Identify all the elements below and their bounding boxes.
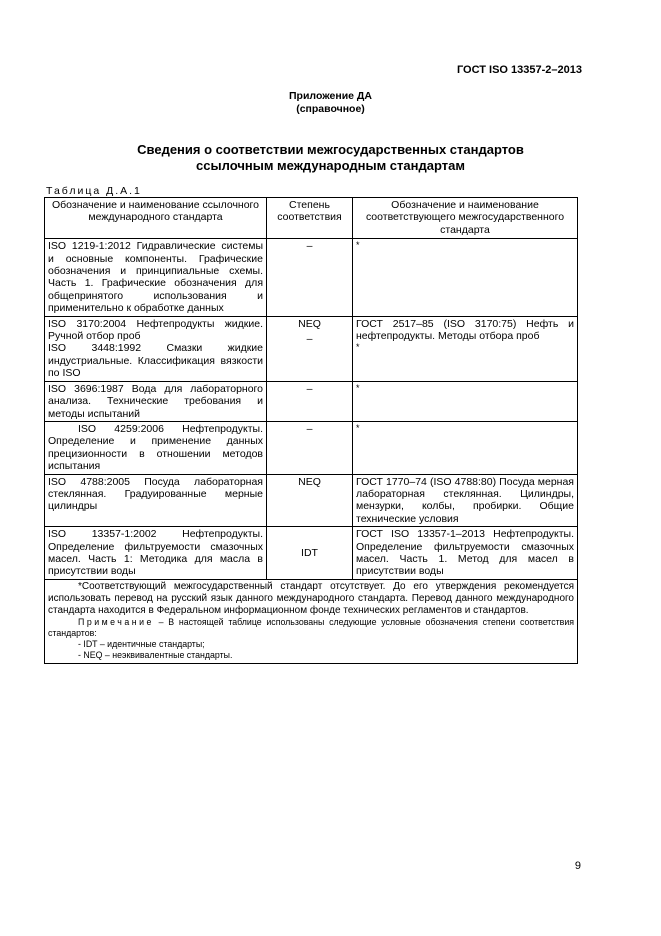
title-line-2: ссылочным международным стандартам bbox=[196, 158, 465, 173]
reference-standard-cell: ISO 4788:2005 Посуда лабораторная стеклянная. Градуированные мерные цилиндры bbox=[45, 474, 267, 527]
degree-cell: IDT bbox=[267, 527, 353, 580]
reference-standard-cell: ISO 3696:1987 Вода для лабораторного анализа. Технические требования и методы испытаний bbox=[45, 381, 267, 421]
column-header-interstate: Обозначение и наименование соответствующего межгосударственного стандарта bbox=[353, 198, 578, 239]
interstate-standard-cell: * bbox=[353, 421, 578, 474]
page-number: 9 bbox=[574, 860, 581, 872]
interstate-standard-cell: * bbox=[353, 381, 578, 421]
appendix-title: Приложение ДА bbox=[289, 90, 372, 102]
title-line-1: Сведения о соответствии межгосударственных стандартов bbox=[137, 142, 524, 157]
note-paragraph bbox=[48, 617, 574, 639]
reference-standard-cell bbox=[45, 316, 267, 381]
footnote-cell bbox=[45, 579, 578, 663]
degree-entry: NEQ bbox=[298, 317, 321, 330]
reference-standard-cell: ISO 13357-1:2002 Нефтепродукты. Определение фильтруемости смазочных масел. Часть 1: Методика для масла в присутствии воды bbox=[45, 527, 267, 580]
column-header-degree: Степень соответствия bbox=[267, 198, 353, 239]
note-item: - NEQ – неэквивалентные стандарты. bbox=[78, 649, 233, 660]
interstate-standard-cell: ГОСТ 1770–74 (ISO 4788:80) Посуда мерная лабораторная стеклянная. Цилиндры, мензурки, колбы, пробирки. Общие технические условия bbox=[353, 474, 578, 527]
interstate-standard-cell: ГОСТ ISO 13357-1–2013 Нефтепродукты. Определение фильтруемости смазочных масел. Часть 1. Метод для масел в присутствии воды bbox=[353, 527, 578, 580]
table-row bbox=[45, 421, 578, 474]
reference-standard-cell: ISO 4259:2006 Нефтепродукты. Определение и применение данных прецизионности в отношении методов испытания bbox=[45, 421, 267, 474]
column-header-reference: Обозначение и наименование ссылочного международного стандарта bbox=[45, 198, 267, 239]
table-row bbox=[45, 316, 578, 381]
appendix-subtitle: (справочное) bbox=[296, 103, 365, 115]
degree-cell: – bbox=[267, 381, 353, 421]
footnote-text: *Соответствующий межгосударственный стандарт отсутствует. До его утверждения рекомендуется использовать перевод на русский язык данного международного стандарта. Перевод данного международного стандарта находится в Федеральном информационном фонде технических регламентов и стандартов. bbox=[48, 580, 574, 616]
interstate-standard-cell: * bbox=[353, 239, 578, 316]
table-row bbox=[45, 239, 578, 316]
interstate-standard-cell bbox=[353, 316, 578, 381]
correspondence-table bbox=[44, 197, 578, 664]
degree-cell: – bbox=[267, 421, 353, 474]
document-title bbox=[0, 142, 661, 174]
table-row bbox=[45, 474, 578, 527]
reference-entry: ISO 3170:2004 Нефтепродукты жидкие. Ручной отбор проб bbox=[48, 317, 263, 343]
table-row bbox=[45, 381, 578, 421]
table-label: Таблица Д.А.1 bbox=[46, 185, 142, 197]
table-row bbox=[45, 527, 578, 580]
table-header-row bbox=[45, 198, 578, 239]
reference-standard-cell: ISO 1219-1:2012 Гидравлические системы и основные компоненты. Графические обозначения и принципиальные схемы. Часть 1. Графические обозначения для общепринятого использования и применительно к обработке данных bbox=[45, 239, 267, 316]
reference-entry: ISO 3448:1992 Смазки жидкие индустриальные. Классификация вязкости по ISO bbox=[48, 342, 263, 380]
degree-cell bbox=[267, 316, 353, 381]
table-footnote-row bbox=[45, 579, 578, 663]
note-text: – В настоящей таблице использованы следующие условные обозначения степени соответствия стандартов: bbox=[48, 616, 574, 638]
degree-cell: – bbox=[267, 239, 353, 316]
note-label: Примечание bbox=[78, 616, 154, 627]
interstate-entry: * bbox=[356, 342, 360, 353]
degree-cell: NEQ bbox=[267, 474, 353, 527]
degree-entry: – bbox=[306, 333, 313, 346]
interstate-entry: ГОСТ 2517–85 (ISO 3170:75) Нефть и нефтепродукты. Методы отбора проб bbox=[356, 317, 574, 343]
appendix-heading bbox=[0, 90, 661, 116]
document-header: ГОСТ ISO 13357-2–2013 bbox=[456, 64, 582, 76]
note-item: - IDT – идентичные стандарты; bbox=[78, 638, 205, 649]
